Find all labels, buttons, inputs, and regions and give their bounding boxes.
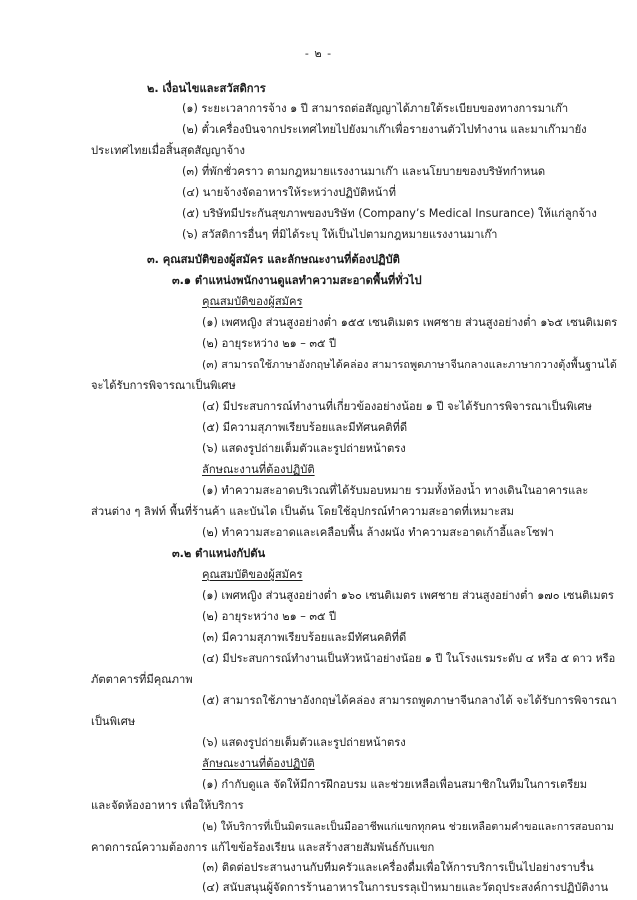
qualification-item-5: (๕) สามารถใช้ภาษาอังกฤษได้คล่อง สามารถพูดภาษาจีนกลางได้ จะได้รับการพิจารณา xyxy=(202,694,617,707)
qualification-item-3-cont: จะได้รับการพิจารณาเป็นพิเศษ xyxy=(91,379,236,392)
qualification-item-1: (๑) เพศหญิง ส่วนสูงอย่างต่ำ ๑๖๐ เซนติเมตร เพศชาย ส่วนสูงอย่างต่ำ ๑๗๐ เซนติเมตร xyxy=(202,589,614,602)
condition-item-6: (๖) สวัสดิการอื่นๆ ที่มิได้ระบุ ให้เป็นไปตามกฎหมายแรงงานมาเก๊า xyxy=(182,228,498,241)
duties-label: ลักษณะงานที่ต้องปฏิบัติ xyxy=(202,757,315,770)
duty-item-1-cont: และจัดห้องอาหาร เพื่อให้บริการ xyxy=(91,799,244,812)
duty-item-1: (๑) กำกับดูแล จัดให้มีการฝึกอบรม และช่วยเหลือเพื่อนสมาชิกในทีมในการเตรียม xyxy=(202,778,588,791)
qualification-item-3: (๓) มีความสุภาพเรียบร้อยและมีทัศนคติที่ดี xyxy=(202,631,407,644)
qualification-item-3: (๓) สามารถใช้ภาษาอังกฤษได้คล่อง สามารถพูดภาษาจีนกลางและภาษากวางตุ้งพื้นฐานได้ xyxy=(202,358,617,371)
qualifications-label: คุณสมบัติของผู้สมัคร xyxy=(202,568,303,581)
qualification-item-2: (๒) อายุระหว่าง ๒๑ – ๓๕ ปี xyxy=(202,610,337,623)
duty-item-1-cont: ส่วนต่าง ๆ ลิฟท์ พื้นที่ร้านค้า และบันได เป็นต้น โดยใช้อุปกรณ์ทำความสะอาดที่เหมาะสม xyxy=(91,505,515,518)
condition-item-5: (๕) บริษัทมีประกันสุขภาพของบริษัท (Company’s Medical Insurance) ให้แก่ลูกจ้าง xyxy=(182,207,597,220)
qualification-item-6: (๖) แสดงรูปถ่ายเต็มตัวและรูปถ่ายหน้าตรง xyxy=(202,442,406,455)
qualification-item-6: (๖) แสดงรูปถ่ายเต็มตัวและรูปถ่ายหน้าตรง xyxy=(202,736,406,749)
condition-item-2-cont: ประเทศไทยเมื่อสิ้นสุดสัญญาจ้าง xyxy=(91,144,245,157)
duties-label: ลักษณะงานที่ต้องปฏิบัติ xyxy=(202,463,315,476)
condition-item-3: (๓) ที่พักชั่วคราว ตามกฎหมายแรงงานมาเก๊า และนโยบายของบริษัทกำหนด xyxy=(182,165,546,178)
qualification-item-4: (๔) มีประสบการณ์ทำงานที่เกี่ยวข้องอย่างน้อย ๑ ปี จะได้รับการพิจารณาเป็นพิเศษ xyxy=(202,400,592,413)
qualification-item-1: (๑) เพศหญิง ส่วนสูงอย่างต่ำ ๑๕๕ เซนติเมตร เพศชาย ส่วนสูงอย่างต่ำ ๑๖๕ เซนติเมตร xyxy=(202,316,618,329)
qualification-item-5: (๕) มีความสุภาพเรียบร้อยและมีทัศนคติที่ดี xyxy=(202,421,408,434)
condition-item-2: (๒) ตั๋วเครื่องบินจากประเทศไทยไปยังมาเก๊าเพื่อรายงานตัวไปทำงาน และมาเก๊ามายัง xyxy=(182,123,587,136)
qualification-item-2: (๒) อายุระหว่าง ๒๑ – ๓๕ ปี xyxy=(202,337,337,350)
qualification-item-4: (๔) มีประสบการณ์ทำงานเป็นหัวหน้าอย่างน้อย ๑ ปี ในโรงแรมระดับ ๔ หรือ ๕ ดาว หรือ xyxy=(202,652,616,665)
duty-item-2: (๒) ให้บริการที่เป็นมิตรและเป็นมืออาชีพแก่แขกทุกคน ช่วยเหลือตามคำขอและการสอบถาม xyxy=(202,821,614,833)
page-number: - ๒ - xyxy=(304,47,333,60)
duty-item-2: (๒) ทำความสะอาดและเคลือบพื้น ล้างผนัง ทำความสะอาดเก้าอี้และโซฟา xyxy=(202,526,554,539)
duty-item-2-cont: คาดการณ์ความต้องการ แก้ไขข้อร้องเรียน และสร้างสายสัมพันธ์กับแขก xyxy=(91,841,435,854)
qualification-item-4-cont: ภัตตาคารที่มีคุณภาพ xyxy=(91,673,193,686)
section-heading-qualifications: ๓. คุณสมบัติของผู้สมัคร และลักษณะงานที่ต้องปฏิบัติ xyxy=(147,253,400,266)
duty-item-4: (๔) สนับสนุนผู้จัดการร้านอาหารในการบรรลุเป้าหมายและวัตถุประสงค์การปฏิบัติงาน xyxy=(202,881,609,894)
subsection-heading-cleaner: ๓.๑ ตำแหน่งพนักงานดูแลทำความสะอาดพื้นที่ทั่วไป xyxy=(172,274,422,287)
condition-item-1: (๑) ระยะเวลาการจ้าง ๑ ปี สามารถต่อสัญญาได้ภายใต้ระเบียบของทางการมาเก๊า xyxy=(182,102,569,115)
section-heading-conditions: ๒. เงื่อนไขและสวัสดิการ xyxy=(147,82,266,95)
qualifications-label: คุณสมบัติของผู้สมัคร xyxy=(202,295,303,308)
duty-item-3: (๓) ติดต่อประสานงานกับทีมครัวและเครื่องดื่มเพื่อให้การบริการเป็นไปอย่างราบรื่น xyxy=(202,861,594,874)
condition-item-4: (๔) นายจ้างจัดอาหารให้ระหว่างปฏิบัติหน้าที่ xyxy=(182,186,396,199)
qualification-item-5-cont: เป็นพิเศษ xyxy=(91,715,136,728)
subsection-heading-captain: ๓.๒ ตำแหน่งกัปตัน xyxy=(172,547,266,560)
duty-item-1: (๑) ทำความสะอาดบริเวณที่ได้รับมอบหมาย รวมทั้งห้องน้ำ ทางเดินในอาคารและ xyxy=(202,484,589,497)
